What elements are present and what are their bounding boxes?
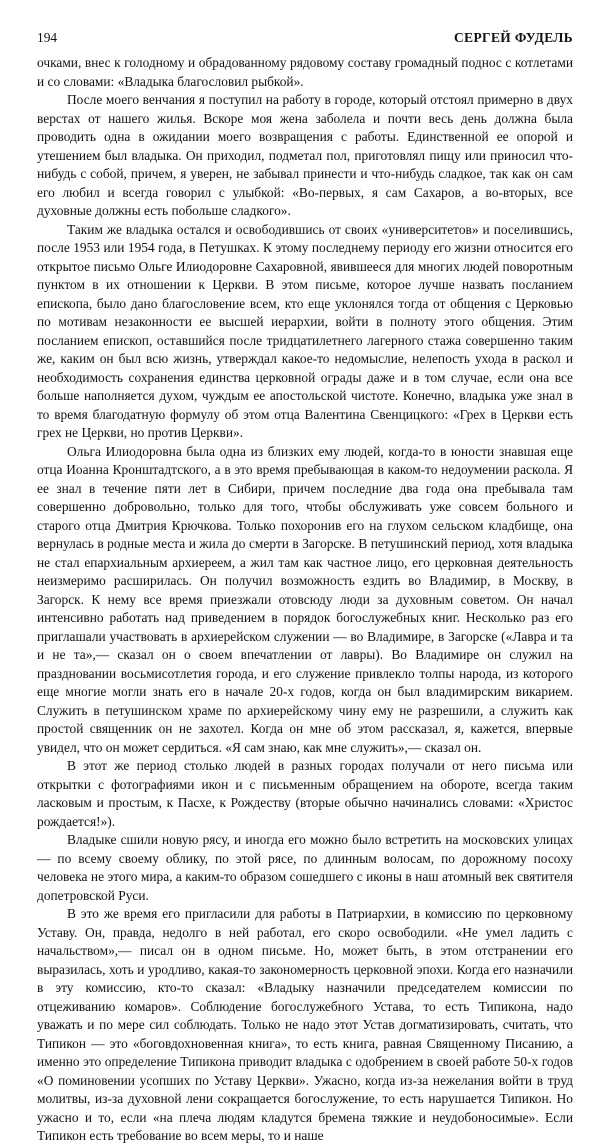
body-text — [37, 54, 573, 1146]
page-number: 194 — [37, 30, 58, 45]
paragraph-continuation: очками, внес к голодному и обрадованному рядовому составу громадный поднос с котлетами и со словами: «Владыка благословил рыбкой». — [37, 55, 573, 89]
paragraph-wedding-and-work: После моего венчания я поступил на работу в городе, который отстоял примерно в двух верстах от нашего жилья. Вскоре моя жена заболела и почти весь день должна была проводить одна в ожидании моего возвращения с работы. Единственной ее опорой и утешением был владыка. Он приходил, подметал пол, приготовлял пищу или приносил что-нибудь с собой, причем, я уверен, не забывал принести и что-нибудь сладкое, так как он сам его любил и всегда говорил с улыбкой: «Во-первых, я сам Сахаров, а во-вторых, все духовные должны есть побольше сладкого». — [37, 92, 573, 218]
author-running-title: СЕРГЕЙ ФУДЕЛЬ — [454, 30, 573, 45]
paragraph-new-cassock: Владыке сшили новую рясу, и иногда его можно было встретить на московских улицах — по всему своему облику, по этой рясе, по длинным волосам, по дорожному посоху человека не этого мира, а каким-то образом сошедшего с иконы в наш атомный век святителя допетровской Руси. — [37, 832, 573, 903]
paragraph-olga-iliodorovna: Ольга Илиодоровна была одна из близких ему людей, когда-то в юности знавшая еще отца Иоанна Кронштадтского, а в это время пребывающая в каком-то недоумении раскола. Я ее знал в течение пяти лет в Сибири, причем последние два года она пребывала там совершенно добровольно, только для того, чтобы обслуживать уже совсем больного и старого отца Дмитрия Крючкова. Только похоронив его на глухом сельском кладбище, она вернулась в родные места и жила до смерти в Загорске. В петушинский период, хотя владыка не стал епархиальным архиереем, а жил там как частное лицо, его церковная деятельность неизмеримо расширилась. Он получил возможность ездить во Владимир, в Москву, в Загорск. К нему все время приезжали отовсюду люди за духовным советом. Он начал интенсивно работать над приведением в порядок богослужебных книг. Несколько раз его приглашали участвовать в архиерейском служении — во Владимире, в Загорске («Лавра и та и не та»,— сказал он о своем впечатлении от лавры). Во Владимире он служил на праздновании восьмисотлетия города, и его служение привлекло толпы народа, из которого еще многие могли знать его в начале 20-х годов, когда он был владимирским викарием. Служить в петушинском храме по архиерейскому чину ему не разрешили, а служить как простой священник он не захотел. Когда он мне об этом рассказал, я, кажется, впервые увидел, что он может сердиться. «Я сам знаю, как мне служить»,— сказал он. — [37, 443, 573, 755]
running-head — [37, 30, 573, 54]
paragraph-open-letter: Таким же владыка остался и освободившись от своих «университетов» и поселившись, после 1953 или 1954 года, в Петушках. К этому последнему периоду его жизни относится его открытое письмо Ольге Илиодоровне Сахаровной, явившееся для многих людей поворотным пунктом в их отношении к Церкви. В этом письме, которое лучше назвать посланием епископа, было дано благословение всем, кто еще уклонялся тогда от общения с Церковью по мотивам незаконности ее высшей иерархии, войти в полноту этого общения. Этим посланием епископ, оставшийся после тридцатилетнего лагерного стажа совершенно таким же, каким он был всю жизнь, утверждал какое-то недомыслие, нелепость ухода в раскол и необходимость сохранения единства церковной ограды даже и в том случае, если она все больше наполняется духом, чуждым ее апостольской чистоте. Конечно, владыка уже знал в то время благодатную формулу об этом отца Валентина Свенцицкого: «Грех в Церкви есть грех не Церкви, но против Церкви». — [37, 221, 573, 440]
paragraph-letters-and-cards: В этот же период столько людей в разных городах получали от него письма или открытки с фотографиями икон и с письменным обращением на обороте, всегда таким ласковым и простым, к Пасхе, к Рождеству (вторые обычно начинались словами: «Христос рождается!»). — [37, 758, 573, 829]
paragraph-typikon-commission: В это же время его пригласили для работы в Патриархии, в комиссию по церковному Уставу. Он, правда, недолго в ней работал, его скоро освободили. «Не умел ладить с начальством»,— писал он в одном письме. Но, может быть, в этом отстранении его выразилась, хоть и уродливо, какая-то закономерность церковной эпохи. Когда его назначили в эту комиссию, кто-то сказал: «Владыку назначили председателем комиссии по отцеживанию комаров». Соблюдение богослужебного Устава, то есть Типикона, надо уважать и по мере сил соблюдать. Только не надо этот Устав догматизировать, считать, что Типикон — это «боговдохновенная книга», то есть книга, равная Священному Писанию, а именно это определение Типикона приводит владыка с одобрением в своей работе 50-х годов «О поминовении усопших по Уставу Церкви». Ужасно, когда из-за нежелания войти в труд молитвы, из-за духовной лени сокращается богослужение, то есть нарушается Типикон. Но ужасно и то, если «на плеча людям кладутся бремена тяжкие и неудобоносимые». Если Типикон есть требование во всем меры, то и наше — [37, 906, 573, 1143]
book-page — [37, 30, 573, 1146]
